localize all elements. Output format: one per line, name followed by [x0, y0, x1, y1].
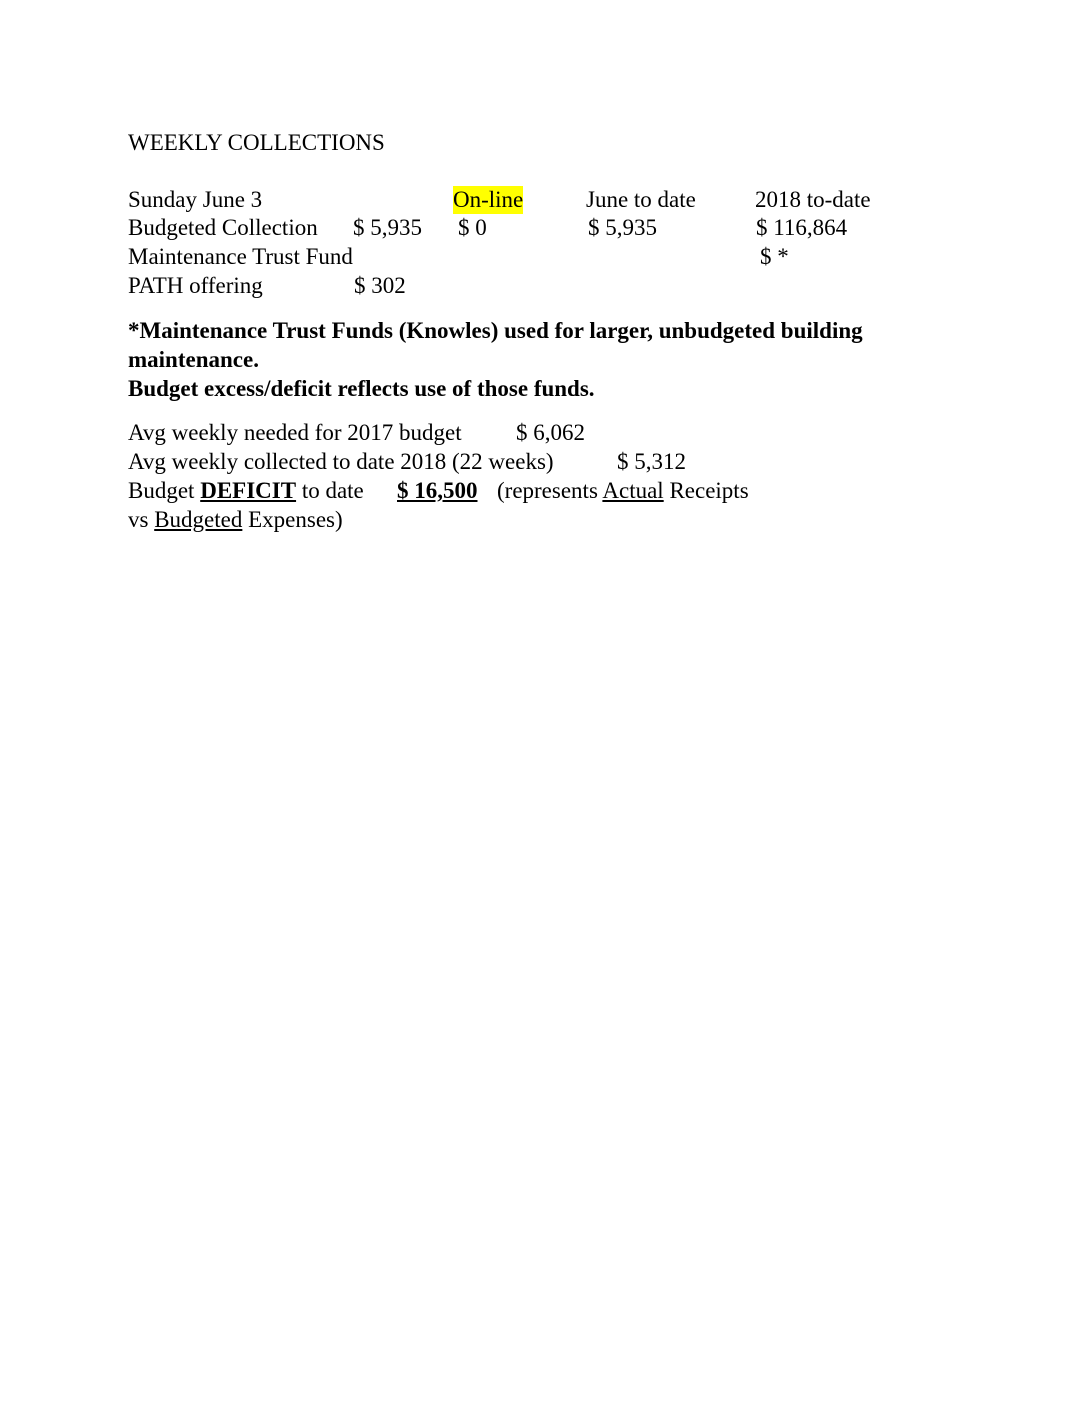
avg-needed-label: Avg weekly needed for 2017 budget — [128, 420, 462, 445]
row-budgeted-collection-year: $ 116,864 — [756, 215, 848, 240]
deficit-explanation-line-2 — [128, 506, 343, 534]
deficit-word: DEFICIT — [200, 478, 297, 503]
header-online: On-line — [453, 187, 524, 212]
expenses-word: Expenses) — [242, 507, 343, 532]
vs-word: vs — [128, 507, 155, 532]
document-title: WEEKLY COLLECTIONS — [128, 130, 385, 155]
budgeted-word: Budgeted — [154, 507, 243, 532]
row-maintenance-trust-fund-label: Maintenance Trust Fund — [128, 244, 353, 269]
actual-word: Actual — [602, 478, 664, 503]
row-path-offering-amount: $ 302 — [354, 273, 406, 298]
deficit-paren-open: (represents — [497, 478, 603, 503]
note-line-3: Budget excess/deficit reflects use of those funds. — [128, 376, 595, 401]
header-year-to-date: 2018 to-date — [755, 187, 871, 212]
receipts-word: Receipts — [663, 478, 749, 503]
avg-collected-label: Avg weekly collected to date 2018 (22 weeks) — [128, 449, 554, 474]
row-maintenance-trust-fund-year: $ * — [760, 244, 789, 269]
deficit-middle: to date — [296, 478, 364, 503]
avg-needed-value: $ 6,062 — [516, 420, 585, 445]
note-line-2: maintenance. — [128, 347, 259, 372]
deficit-explanation — [497, 477, 749, 505]
note-line-1: *Maintenance Trust Funds (Knowles) used for larger, unbudgeted building — [128, 318, 863, 343]
deficit-line — [128, 477, 364, 505]
header-month-to-date: June to date — [586, 187, 696, 212]
deficit-amount: $ 16,500 — [397, 478, 478, 503]
row-budgeted-collection-label: Budgeted Collection — [128, 215, 318, 240]
row-budgeted-collection-online: $ 0 — [458, 215, 487, 240]
avg-collected-value: $ 5,312 — [617, 449, 686, 474]
row-budgeted-collection-month: $ 5,935 — [588, 215, 657, 240]
header-date: Sunday June 3 — [128, 187, 263, 212]
row-budgeted-collection-amount: $ 5,935 — [353, 215, 422, 240]
deficit-prefix: Budget — [128, 478, 201, 503]
row-path-offering-label: PATH offering — [128, 273, 263, 298]
